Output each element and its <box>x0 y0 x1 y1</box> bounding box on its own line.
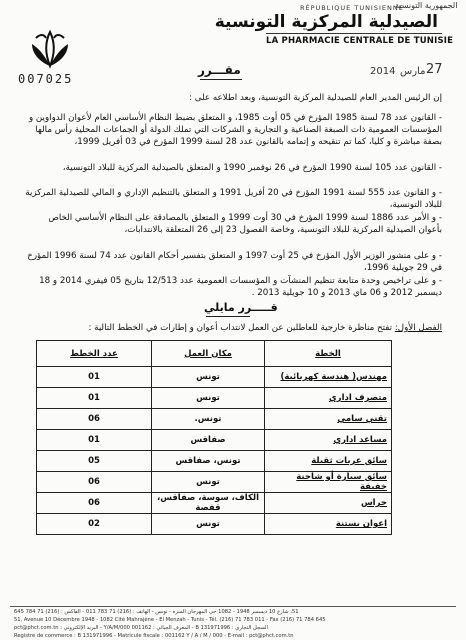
republic-label-fr: RÉPUBLIQUE TUNISIENNE <box>300 4 404 12</box>
table-row <box>37 409 392 430</box>
header-divider <box>266 33 442 34</box>
decision-underline <box>206 316 250 317</box>
table-row <box>37 493 392 514</box>
table-row <box>37 514 392 535</box>
table-row <box>37 367 392 388</box>
cell-place: تونس <box>152 472 265 493</box>
cell-count: 06 <box>37 409 152 430</box>
footer-registry-fr: Registre de commerce : B 131971996 - Matricule fiscale : 001162 Y / A / M / 000 - E-mail : pct@phct.com.tn <box>14 633 294 639</box>
cell-place: الكاف، سوسة، صفاقس، قفصة <box>152 493 265 514</box>
footer-divider <box>10 606 456 607</box>
cell-count: 02 <box>37 514 152 535</box>
reference-number: 007025 <box>18 72 74 86</box>
cell-count: 01 <box>37 430 152 451</box>
organization-name-ar: الصيدلية المركزية التونسية <box>214 12 438 32</box>
table-row <box>37 451 392 472</box>
legal-reference-item: - و على تراخيص وحدة متابعة تنظيم المنشآت و المؤسسات العمومية عدد 12/513 بتاريخ 05 فيفري 2014 و 18 ديسمبر 2012 و 06 ماي 2013 و 10 جويلية 2013 . <box>39 276 442 299</box>
first-chapter-text: تفتح مناظرة خارجية للعاطلين عن العمل لانتداب أعوان و إطارات في الخطط التالية : <box>88 323 395 333</box>
table-row <box>37 388 392 409</box>
title-underline <box>200 79 242 80</box>
legal-reference-item: - و القانون عدد 555 لسنة 1991 المؤرخ في 20 أفريل 1991 و المتعلق بالتنظيم الإداري و المالي للصيدلية المركزية للبلاد التونسية، <box>25 188 442 211</box>
cell-place: تونس، صفاقس <box>152 451 265 472</box>
cell-plan: اعوان بستنة <box>265 514 392 535</box>
decision-heading: قـــــرر مايلي <box>204 301 278 314</box>
cell-place: تونس <box>152 514 265 535</box>
cell-plan: سائق عربات ثقيلة <box>265 451 392 472</box>
intro-text: إن الرئيس المدير العام للصيدلية المركزية التونسية، وبعد اطلاعه على : <box>189 93 442 103</box>
legal-reference-item: - القانون عدد 105 لسنة 1990 المؤرخ في 26 نوفمبر 1990 و المتعلق بالصيدلية المركزية للبلاد التونسية، <box>62 163 442 173</box>
cell-count: 01 <box>37 367 152 388</box>
republic-label-ar: الجمهورية التونسية <box>395 1 458 10</box>
table-row <box>37 472 392 493</box>
cell-place: تونس. <box>152 409 265 430</box>
footer-registry-ar: السجل التجاري : B 131971996 - المعرف الجبائي : 001162 Y/A/M/000 - البريد الإلكتروني : pct@phct.com.tn <box>14 625 268 631</box>
header-place: مكان العمل <box>152 341 265 367</box>
header-count: عدد الخطط <box>37 341 152 367</box>
date-month: مارس <box>400 66 426 77</box>
footer-address-fr: 51, Avenue 10 Décembre 1948 - 1082 Cité Mahrajène - El Menzah - Tunis - Tél. (216) 71 783 011 - Fax (216) 71 784 645 <box>14 617 326 623</box>
cell-plan: متصرف اداري <box>265 388 392 409</box>
first-chapter <box>24 322 442 334</box>
cell-plan: تقني سامي <box>265 409 392 430</box>
document-title: مقـــرر <box>198 63 241 77</box>
table-header-row <box>37 341 392 367</box>
cell-count: 05 <box>37 451 152 472</box>
cell-plan: مهندس( هندسة كهربائية) <box>265 367 392 388</box>
legal-reference-item: - و الأمر عدد 1886 لسنة 1999 المؤرخ في 30 أوت 1999 و المتعلق بالمصادقة على النظام الأساسي الخاص بأعوان الصيدلية المركزية للبلاد التونسية، وخاصة الفصول 23 إلى 26 المتعلقة بالانتدابات، <box>48 213 442 236</box>
footer-address-ar: 51، شارع 10 ديسمبر 1948 - 1082 حي المهرجان المنزه - تونس - الهاتف : (216) 71 783 011 - الفاكس : (216) 71 784 645 <box>14 609 299 615</box>
date-year: 2014 <box>370 66 396 77</box>
header-plan: الخطة <box>265 341 392 367</box>
table-row <box>37 430 392 451</box>
cell-plan: مساعد اداري <box>265 430 392 451</box>
cell-place: تونس <box>152 367 265 388</box>
legal-reference-item: - القانون عدد 78 لسنة 1985 المؤرخ في 05 أوت 1985، و المتعلق بضبط النظام الأساسي العام لأعوان الدواوين و المؤسسات العمومية ذات الصبغة الصناعية و التجارية و الشركات التي تملك الدولة أو الجماعات المحلية رأس مالها بصفة مباشرة و كليا، كما تم تنقيحه و إتمامه بالقانون عدد 28 لسنة 1999 المؤرخ في 03 أفريل 1999، <box>28 113 442 148</box>
cell-plan: سائق سيارة أو شاحنة خفيفة <box>265 472 392 493</box>
cell-plan: حراس <box>265 493 392 514</box>
pct-leaf-logo-icon <box>22 26 78 72</box>
organization-name-fr: LA PHARMACIE CENTRALE DE TUNISIE <box>266 36 454 46</box>
cell-place: تونس <box>152 388 265 409</box>
date-day: 27 <box>426 62 443 77</box>
legal-reference-item: - و على منشور الوزير الأول المؤرخ في 25 أوت 1997 و المتعلق بتفسير أحكام القانون عدد 74 لسنة 1996 المؤرخ في 29 جويلية 1996، <box>27 251 442 274</box>
cell-count: 01 <box>37 388 152 409</box>
first-chapter-label: الفصل الأول: <box>394 323 442 333</box>
cell-count: 06 <box>37 493 152 514</box>
positions-table <box>36 340 392 535</box>
cell-count: 06 <box>37 472 152 493</box>
cell-place: صفاقس <box>152 430 265 451</box>
